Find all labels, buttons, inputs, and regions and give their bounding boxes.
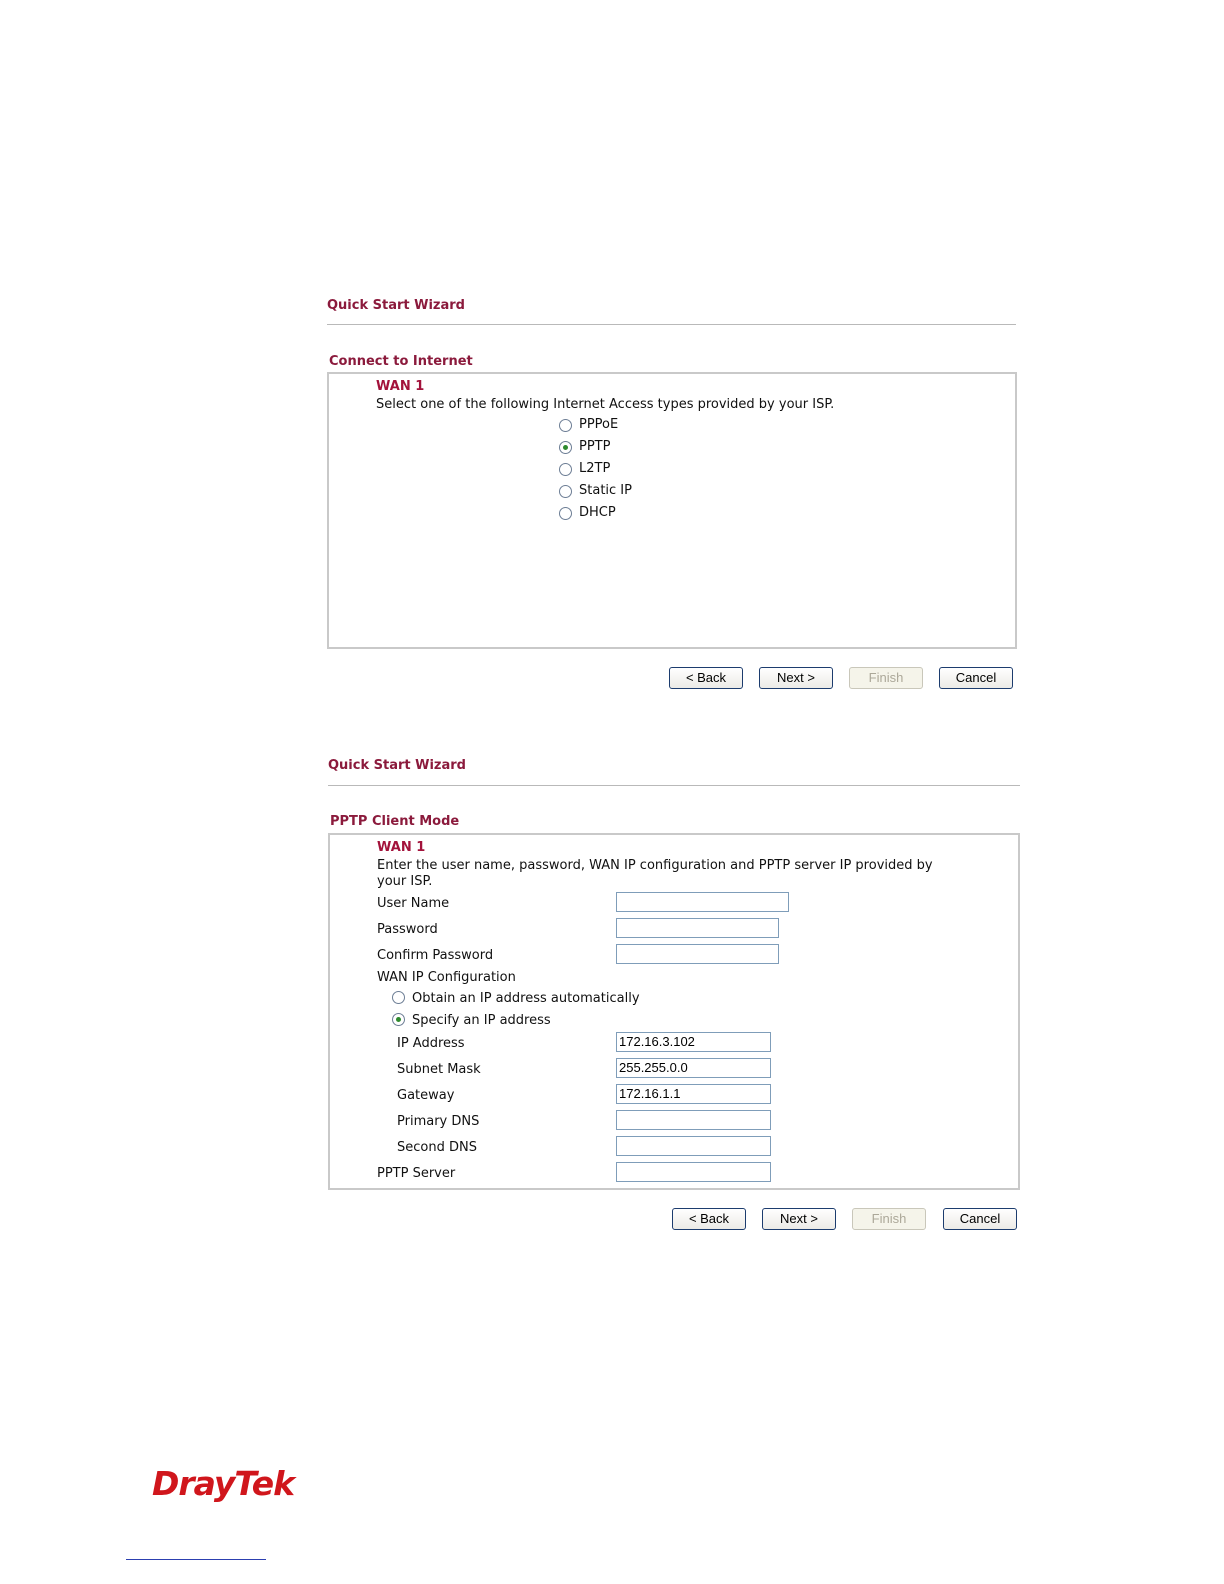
wan-ip-config-label: WAN IP Configuration bbox=[377, 970, 516, 985]
instruction-text: Enter the user name, password, WAN IP configuration and PPTP server IP provided by bbox=[377, 858, 933, 873]
primary-dns-input[interactable] bbox=[616, 1110, 771, 1130]
user-name-input[interactable] bbox=[616, 892, 789, 912]
ip-address-input[interactable]: 172.16.3.102 bbox=[616, 1032, 771, 1052]
subnet-mask-input[interactable]: 255.255.0.0 bbox=[616, 1058, 771, 1078]
ip-address-label: IP Address bbox=[397, 1036, 465, 1051]
section-title: PPTP Client Mode bbox=[330, 814, 460, 829]
connection-type-panel bbox=[327, 372, 1017, 649]
instruction-text: Select one of the following Internet Access types provided by your ISP. bbox=[376, 397, 835, 412]
option-label: Static IP bbox=[579, 483, 632, 498]
pptp-server-input[interactable] bbox=[616, 1162, 771, 1182]
option-label: Specify an IP address bbox=[412, 1013, 551, 1028]
instruction-text-cont: your ISP. bbox=[377, 874, 433, 889]
gateway-label: Gateway bbox=[397, 1088, 455, 1103]
option-label: Obtain an IP address automatically bbox=[412, 991, 640, 1006]
wan-label: WAN 1 bbox=[376, 379, 425, 394]
second-dns-input[interactable] bbox=[616, 1136, 771, 1156]
radio-l2tp[interactable] bbox=[559, 463, 572, 476]
subnet-mask-label: Subnet Mask bbox=[397, 1062, 481, 1077]
primary-dns-label: Primary DNS bbox=[397, 1114, 480, 1129]
radio-obtain-ip-auto[interactable] bbox=[392, 991, 405, 1004]
divider bbox=[327, 324, 1016, 325]
next-button[interactable]: Next > bbox=[759, 667, 833, 689]
gateway-input[interactable]: 172.16.1.1 bbox=[616, 1084, 771, 1104]
password-input[interactable] bbox=[616, 918, 779, 938]
option-label: L2TP bbox=[579, 461, 611, 476]
radio-pptp[interactable] bbox=[559, 441, 572, 454]
wan-label: WAN 1 bbox=[377, 840, 426, 855]
draytek-logo: DrayTek bbox=[152, 1464, 295, 1503]
confirm-password-input[interactable] bbox=[616, 944, 779, 964]
finish-button: Finish bbox=[849, 667, 923, 689]
radio-specify-ip[interactable] bbox=[392, 1013, 405, 1026]
confirm-password-label: Confirm Password bbox=[377, 948, 494, 963]
option-label: DHCP bbox=[579, 505, 616, 520]
section-title: Connect to Internet bbox=[329, 354, 473, 369]
pptp-config-panel bbox=[328, 833, 1020, 1190]
back-button[interactable]: < Back bbox=[669, 667, 743, 689]
cancel-button[interactable]: Cancel bbox=[943, 1208, 1017, 1230]
user-name-label: User Name bbox=[377, 896, 450, 911]
wizard-title: Quick Start Wizard bbox=[328, 758, 466, 773]
cancel-button[interactable]: Cancel bbox=[939, 667, 1013, 689]
wizard-title: Quick Start Wizard bbox=[327, 298, 465, 313]
option-label: PPPoE bbox=[579, 417, 619, 432]
radio-pppoe[interactable] bbox=[559, 419, 572, 432]
radio-static-ip[interactable] bbox=[559, 485, 572, 498]
option-label: PPTP bbox=[579, 439, 611, 454]
pptp-server-label: PPTP Server bbox=[377, 1166, 456, 1181]
footer-link-line bbox=[126, 1559, 266, 1560]
finish-button: Finish bbox=[852, 1208, 926, 1230]
back-button[interactable]: < Back bbox=[672, 1208, 746, 1230]
next-button[interactable]: Next > bbox=[762, 1208, 836, 1230]
divider bbox=[328, 785, 1020, 786]
password-label: Password bbox=[377, 922, 438, 937]
second-dns-label: Second DNS bbox=[397, 1140, 477, 1155]
radio-dhcp[interactable] bbox=[559, 507, 572, 520]
